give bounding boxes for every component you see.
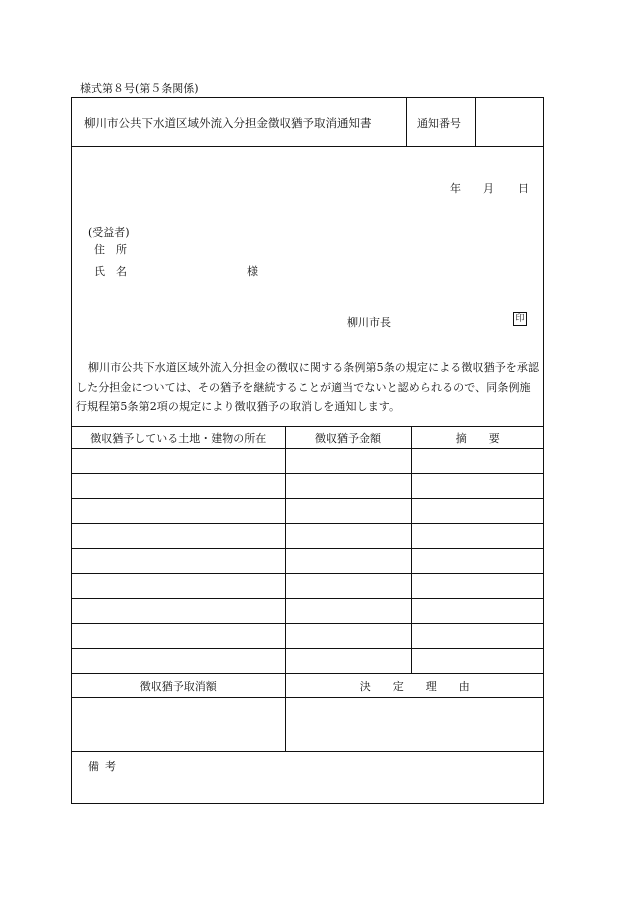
issuer-title: 柳川市長: [347, 316, 391, 329]
summary-cell[interactable]: [411, 449, 544, 474]
name-label: 氏 名: [94, 265, 127, 278]
table-row: [72, 499, 544, 524]
table-row: [72, 524, 544, 549]
location-cell[interactable]: [72, 549, 285, 574]
form-number-label: 様式第８号(第５条関係): [80, 82, 199, 95]
summary-header: 摘 要: [411, 427, 544, 449]
address-label: 住 所: [94, 243, 127, 256]
amount-cell[interactable]: [285, 449, 411, 474]
summary-cell[interactable]: [411, 524, 544, 549]
location-cell[interactable]: [72, 474, 285, 499]
amount-cell[interactable]: [285, 474, 411, 499]
location-header: 徴収猶予している土地・建物の所在: [72, 427, 285, 449]
location-cell[interactable]: [72, 574, 285, 599]
date-day-label: 日: [518, 182, 529, 195]
notice-number-field[interactable]: [478, 98, 543, 146]
divider: [475, 98, 476, 146]
table-header-row: [72, 427, 544, 449]
table-row: [72, 599, 544, 624]
honorific: 様: [247, 265, 258, 278]
summary-cell[interactable]: [411, 649, 544, 674]
table-row: [72, 649, 544, 674]
deferral-table: [72, 426, 544, 674]
decision-reason-header: 決 定 理 由: [285, 674, 544, 698]
table-row: [72, 698, 544, 752]
amount-cell[interactable]: [285, 649, 411, 674]
recipient-heading: (受益者): [88, 226, 130, 239]
amount-header: 徴収猶予金額: [285, 427, 411, 449]
location-cell[interactable]: [72, 449, 285, 474]
cancellation-table: [72, 673, 544, 752]
summary-cell[interactable]: [411, 599, 544, 624]
location-cell[interactable]: [72, 649, 285, 674]
summary-cell[interactable]: [411, 574, 544, 599]
location-cell[interactable]: [72, 599, 285, 624]
location-cell[interactable]: [72, 624, 285, 649]
summary-cell[interactable]: [411, 474, 544, 499]
notice-form: [71, 97, 544, 804]
table-row: [72, 574, 544, 599]
location-cell[interactable]: [72, 524, 285, 549]
amount-cell[interactable]: [285, 574, 411, 599]
location-cell[interactable]: [72, 499, 285, 524]
summary-cell[interactable]: [411, 624, 544, 649]
seal-mark: 印: [513, 312, 527, 326]
table-header-row: [72, 674, 544, 698]
divider: [406, 98, 407, 146]
date-month-label: 月: [483, 182, 494, 195]
cancellation-amount-cell[interactable]: [72, 698, 285, 752]
amount-cell[interactable]: [285, 524, 411, 549]
table-row: [72, 449, 544, 474]
amount-cell[interactable]: [285, 624, 411, 649]
decision-reason-cell[interactable]: [285, 698, 544, 752]
summary-cell[interactable]: [411, 499, 544, 524]
summary-cell[interactable]: [411, 549, 544, 574]
remarks-label: 備考: [88, 760, 122, 773]
document-title: 柳川市公共下水道区域外流入分担金徴収猶予取消通知書: [84, 116, 372, 130]
amount-cell[interactable]: [285, 549, 411, 574]
table-row: [72, 474, 544, 499]
notice-body-text: 柳川市公共下水道区域外流入分担金の徴収に関する条例第5条の規定による徴収猶予を承認した分担金については、その猶予を継続することが適当でないと認められるので、同条例施行規程第5条第2項の規定により徴収猶予の取消しを通知します。: [76, 361, 540, 413]
date-year-label: 年: [450, 182, 461, 195]
header-row: [72, 98, 543, 147]
table-row: [72, 549, 544, 574]
table-row: [72, 624, 544, 649]
notice-number-label: 通知番号: [417, 117, 461, 130]
cancellation-amount-header: 徴収猶予取消額: [72, 674, 285, 698]
amount-cell[interactable]: [285, 599, 411, 624]
amount-cell[interactable]: [285, 499, 411, 524]
